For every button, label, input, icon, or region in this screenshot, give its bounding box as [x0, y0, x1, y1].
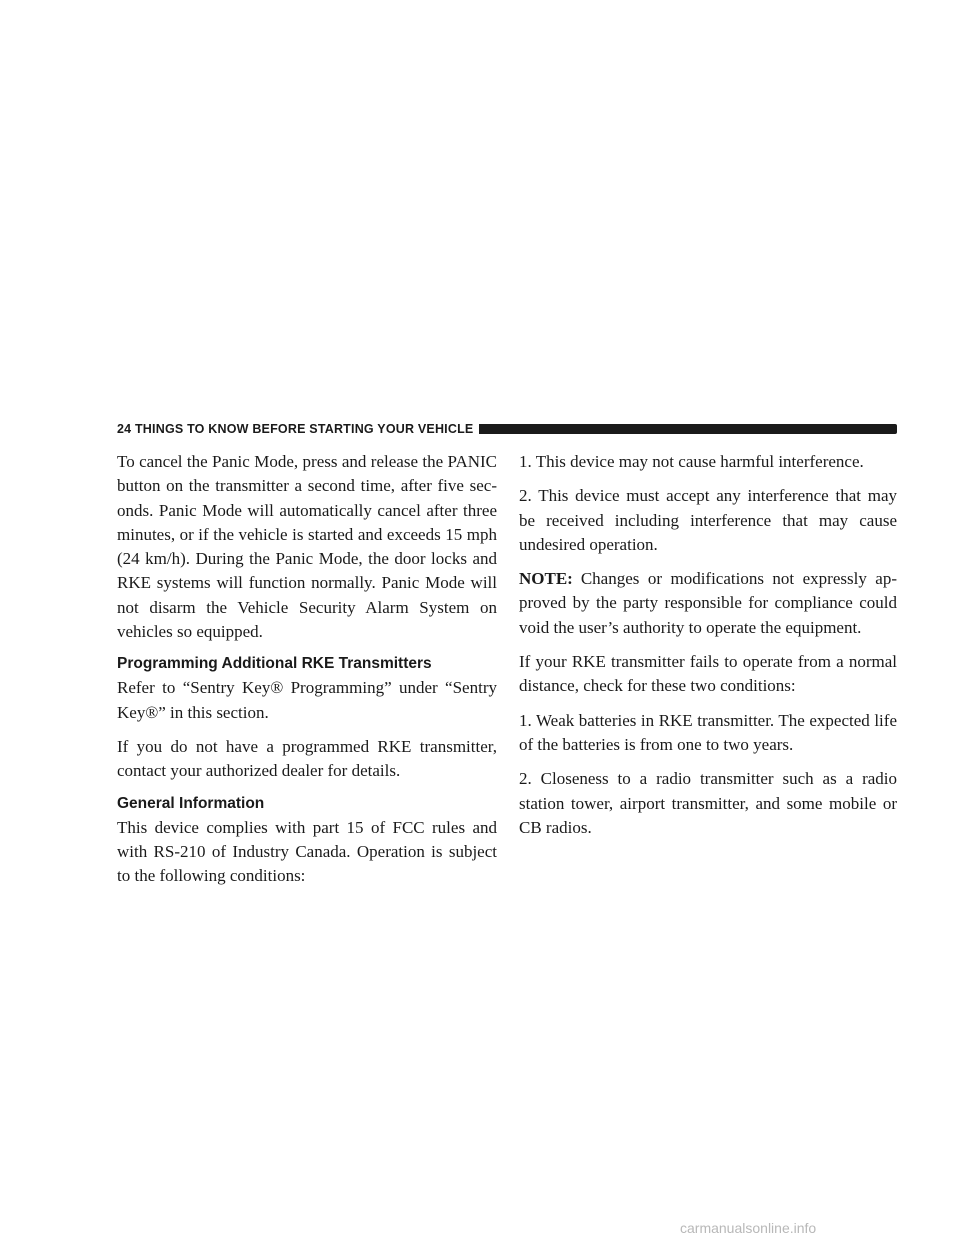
radio-closeness-paragraph: 2. Closeness to a radio transmitter such as a radio station tower, airport transmitter, and some mobile or CB radios.	[519, 769, 897, 837]
general-information-heading: General Information	[117, 794, 265, 812]
page-header	[117, 420, 897, 438]
watermark: carmanualsonline.info	[680, 1220, 817, 1236]
weak-batteries-paragraph: 1. Weak batteries in RKE transmitter. The expected life of the batteries is from one to two years.	[519, 710, 897, 754]
transmitter-failure-paragraph: If your RKE transmitter fails to operate from a normal distance, check for these two conditions:	[519, 652, 897, 696]
fcc-compliance-paragraph: This device complies with part 15 of FCC rules and with RS-210 of Industry Canada. Operation is subject to the following conditions:	[117, 817, 497, 886]
condition-2-paragraph: 2. This device must accept any interference that may be received including interference that may cause undesired operation.	[519, 486, 897, 554]
note-text: Changes or modifications not expressly approved by the party responsible for compliance could void the user’s authority to operate the equipment.	[519, 569, 897, 637]
left-column	[117, 450, 497, 898]
note-paragraph	[519, 567, 897, 640]
note-label: NOTE:	[519, 569, 573, 589]
programming-heading: Programming Additional RKE Transmitters	[117, 655, 432, 673]
sentry-key-reference-paragraph: Refer to “Sentry Key® Programming” under “Sentry Key®” in this section.	[117, 678, 497, 722]
panic-mode-paragraph: To cancel the Panic Mode, press and release the PANIC button on the transmitter a second time, after five seconds. Panic Mode will automatically cancel after three minutes, or if the vehicle is started and exceeds 15 mph (24 km/h). During the Panic Mode, the door locks and RKE systems will function normally. Panic Mode will not disarm the Vehicle Security Alarm System on vehicles so equipped.	[117, 452, 497, 642]
right-column	[519, 450, 897, 850]
header-rule	[479, 424, 897, 434]
dealer-contact-paragraph: If you do not have a programmed RKE transmitter, contact your authorized dealer for details.	[117, 736, 497, 781]
condition-1-paragraph: 1. This device may not cause harmful interference.	[519, 452, 864, 471]
page-header-title: 24 THINGS TO KNOW BEFORE STARTING YOUR VEHICLE	[117, 422, 474, 436]
